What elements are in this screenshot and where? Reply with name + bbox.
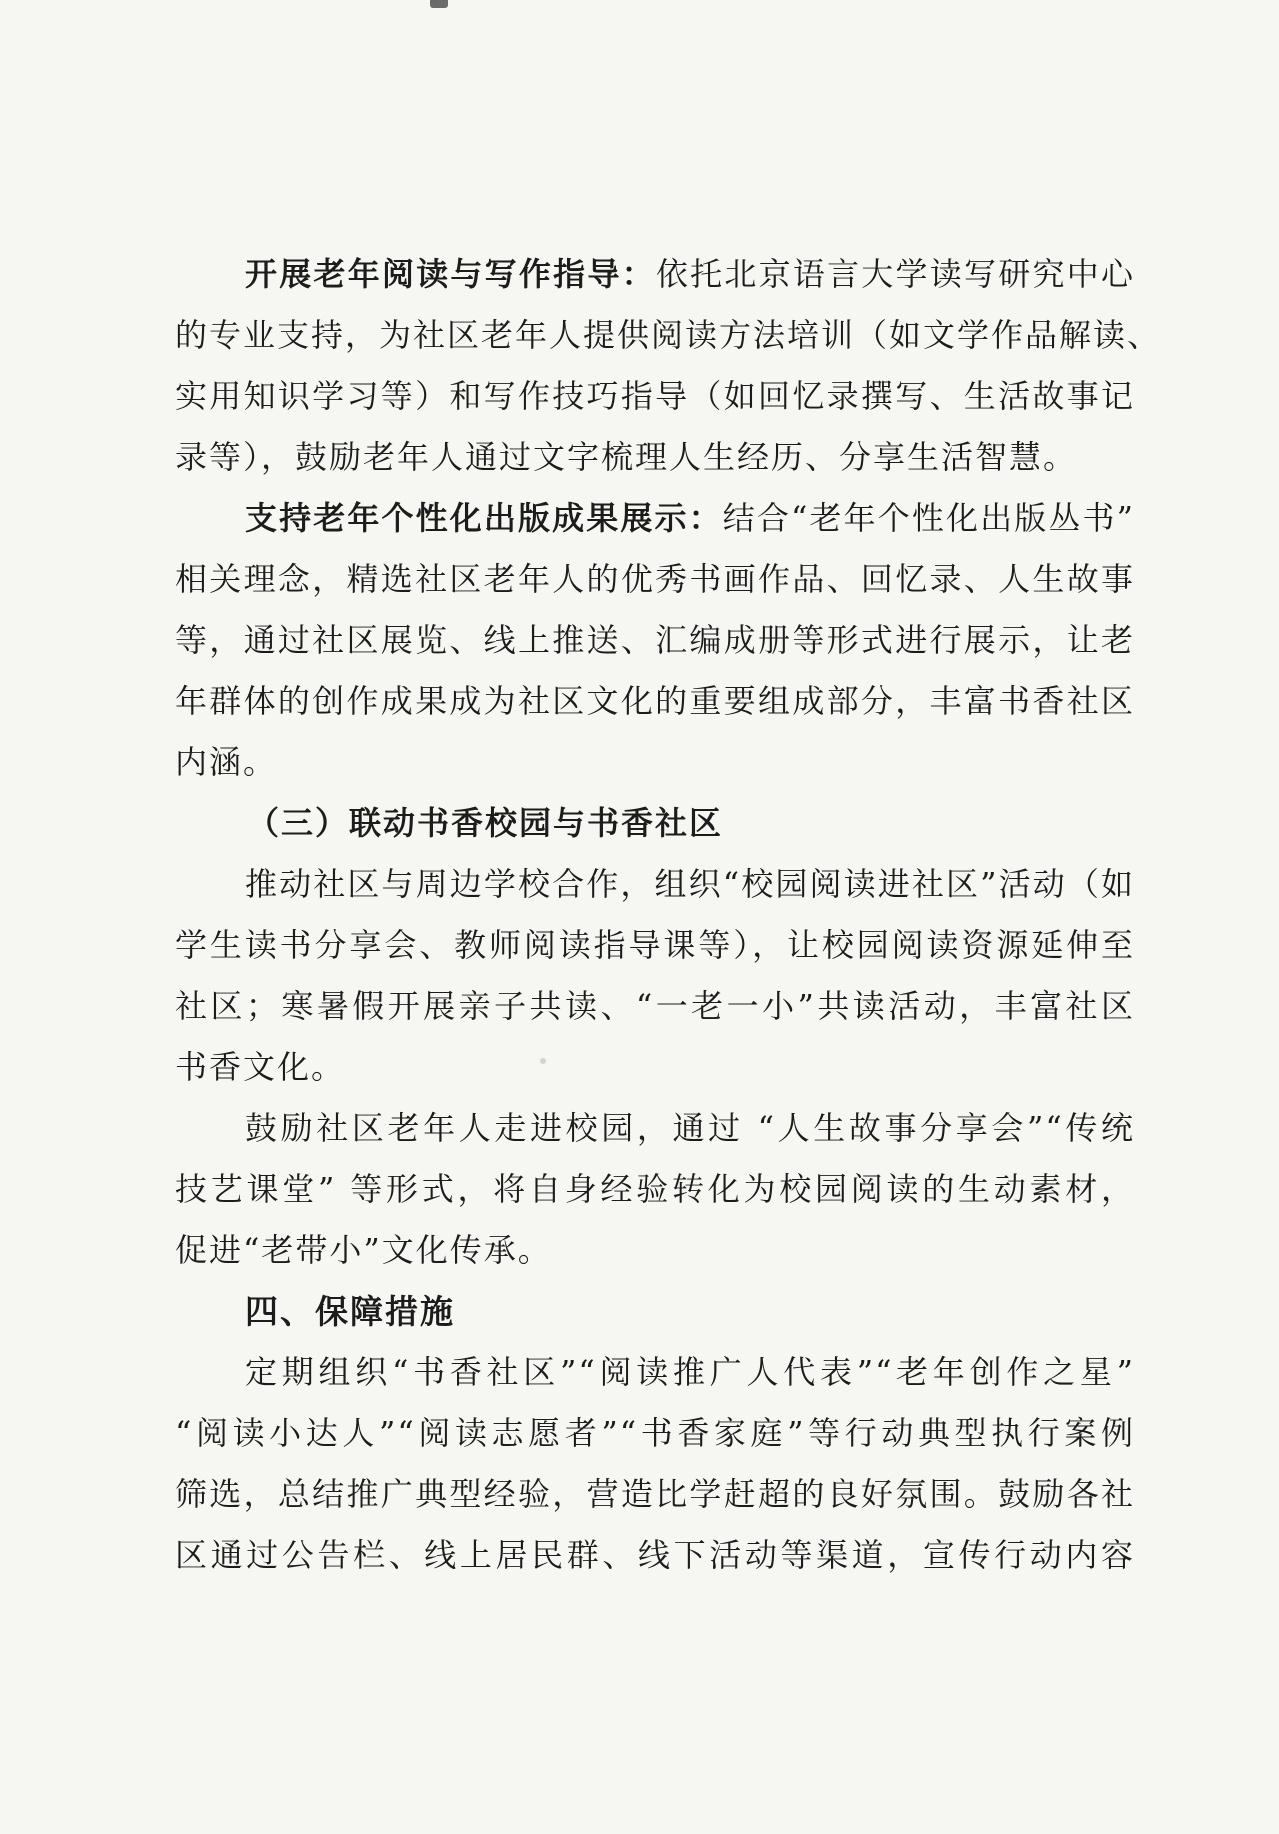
paragraph-text: 结合“老年个性化出版丛书”	[722, 499, 1135, 537]
paragraph-line: 书香文化。	[175, 1048, 346, 1086]
paragraph-line: 促进“老带小”文化传承。	[175, 1231, 552, 1269]
section-heading: （三）联动书香校园与书香社区	[247, 804, 724, 842]
paragraph-line: 相关理念，精选社区老年人的优秀书画作品、回忆录、人生故事	[175, 560, 1135, 598]
paragraph-lead: 开展老年阅读与写作指导：	[245, 255, 656, 293]
section-heading: 四、保障措施	[245, 1292, 455, 1331]
paragraph-line	[175, 488, 1135, 549]
paragraph-line: 年群体的创作成果成为社区文化的重要组成部分，丰富书香社区	[175, 682, 1135, 720]
paragraph-line: 技艺课堂” 等形式，将自身经验转化为校园阅读的生动素材，	[175, 1170, 1135, 1208]
document-body	[175, 244, 1162, 1586]
paragraph-line	[175, 244, 1135, 305]
paragraph-line: 学生读书分享会、教师阅读指导课等），让校园阅读资源延伸至	[175, 926, 1135, 964]
paragraph-line: 区通过公告栏、线上居民群、线下活动等渠道，宣传行动内容	[175, 1536, 1135, 1574]
paragraph-line: 等，通过社区展览、线上推送、汇编成册等形式进行展示，让老	[175, 621, 1135, 659]
paragraph-line: 内涵。	[175, 743, 278, 781]
paragraph-line: 实用知识学习等）和写作技巧指导（如回忆录撰写、生活故事记	[175, 377, 1135, 415]
paragraph-lead: 支持老年个性化出版成果展示：	[245, 499, 723, 537]
paragraph-line: 定期组织“书香社区”“阅读推广人代表”“老年创作之星”	[245, 1353, 1135, 1391]
paragraph-line: 录等），鼓励老年人通过文字梳理人生经历、分享生活智慧。	[175, 438, 1078, 476]
paragraph-text: 依托北京语言大学读写研究中心	[655, 255, 1135, 293]
paragraph-line: 社区；寒暑假开展亲子共读、“一老一小”共读活动，丰富社区	[175, 987, 1135, 1025]
paragraph-line: 鼓励社区老年人走进校园，通过 “人生故事分享会”“传统	[245, 1109, 1135, 1147]
scan-mark	[430, 0, 448, 8]
paragraph-line: 推动社区与周边学校合作，组织“校园阅读进社区”活动（如	[245, 865, 1135, 903]
paragraph-line: 筛选，总结推广典型经验，营造比学赶超的良好氛围。鼓励各社	[175, 1475, 1135, 1513]
paragraph-line: 的专业支持，为社区老年人提供阅读方法培训（如文学作品解读、	[175, 316, 1162, 354]
paragraph-line: “阅读小达人”“阅读志愿者”“书香家庭”等行动典型执行案例	[175, 1414, 1135, 1452]
